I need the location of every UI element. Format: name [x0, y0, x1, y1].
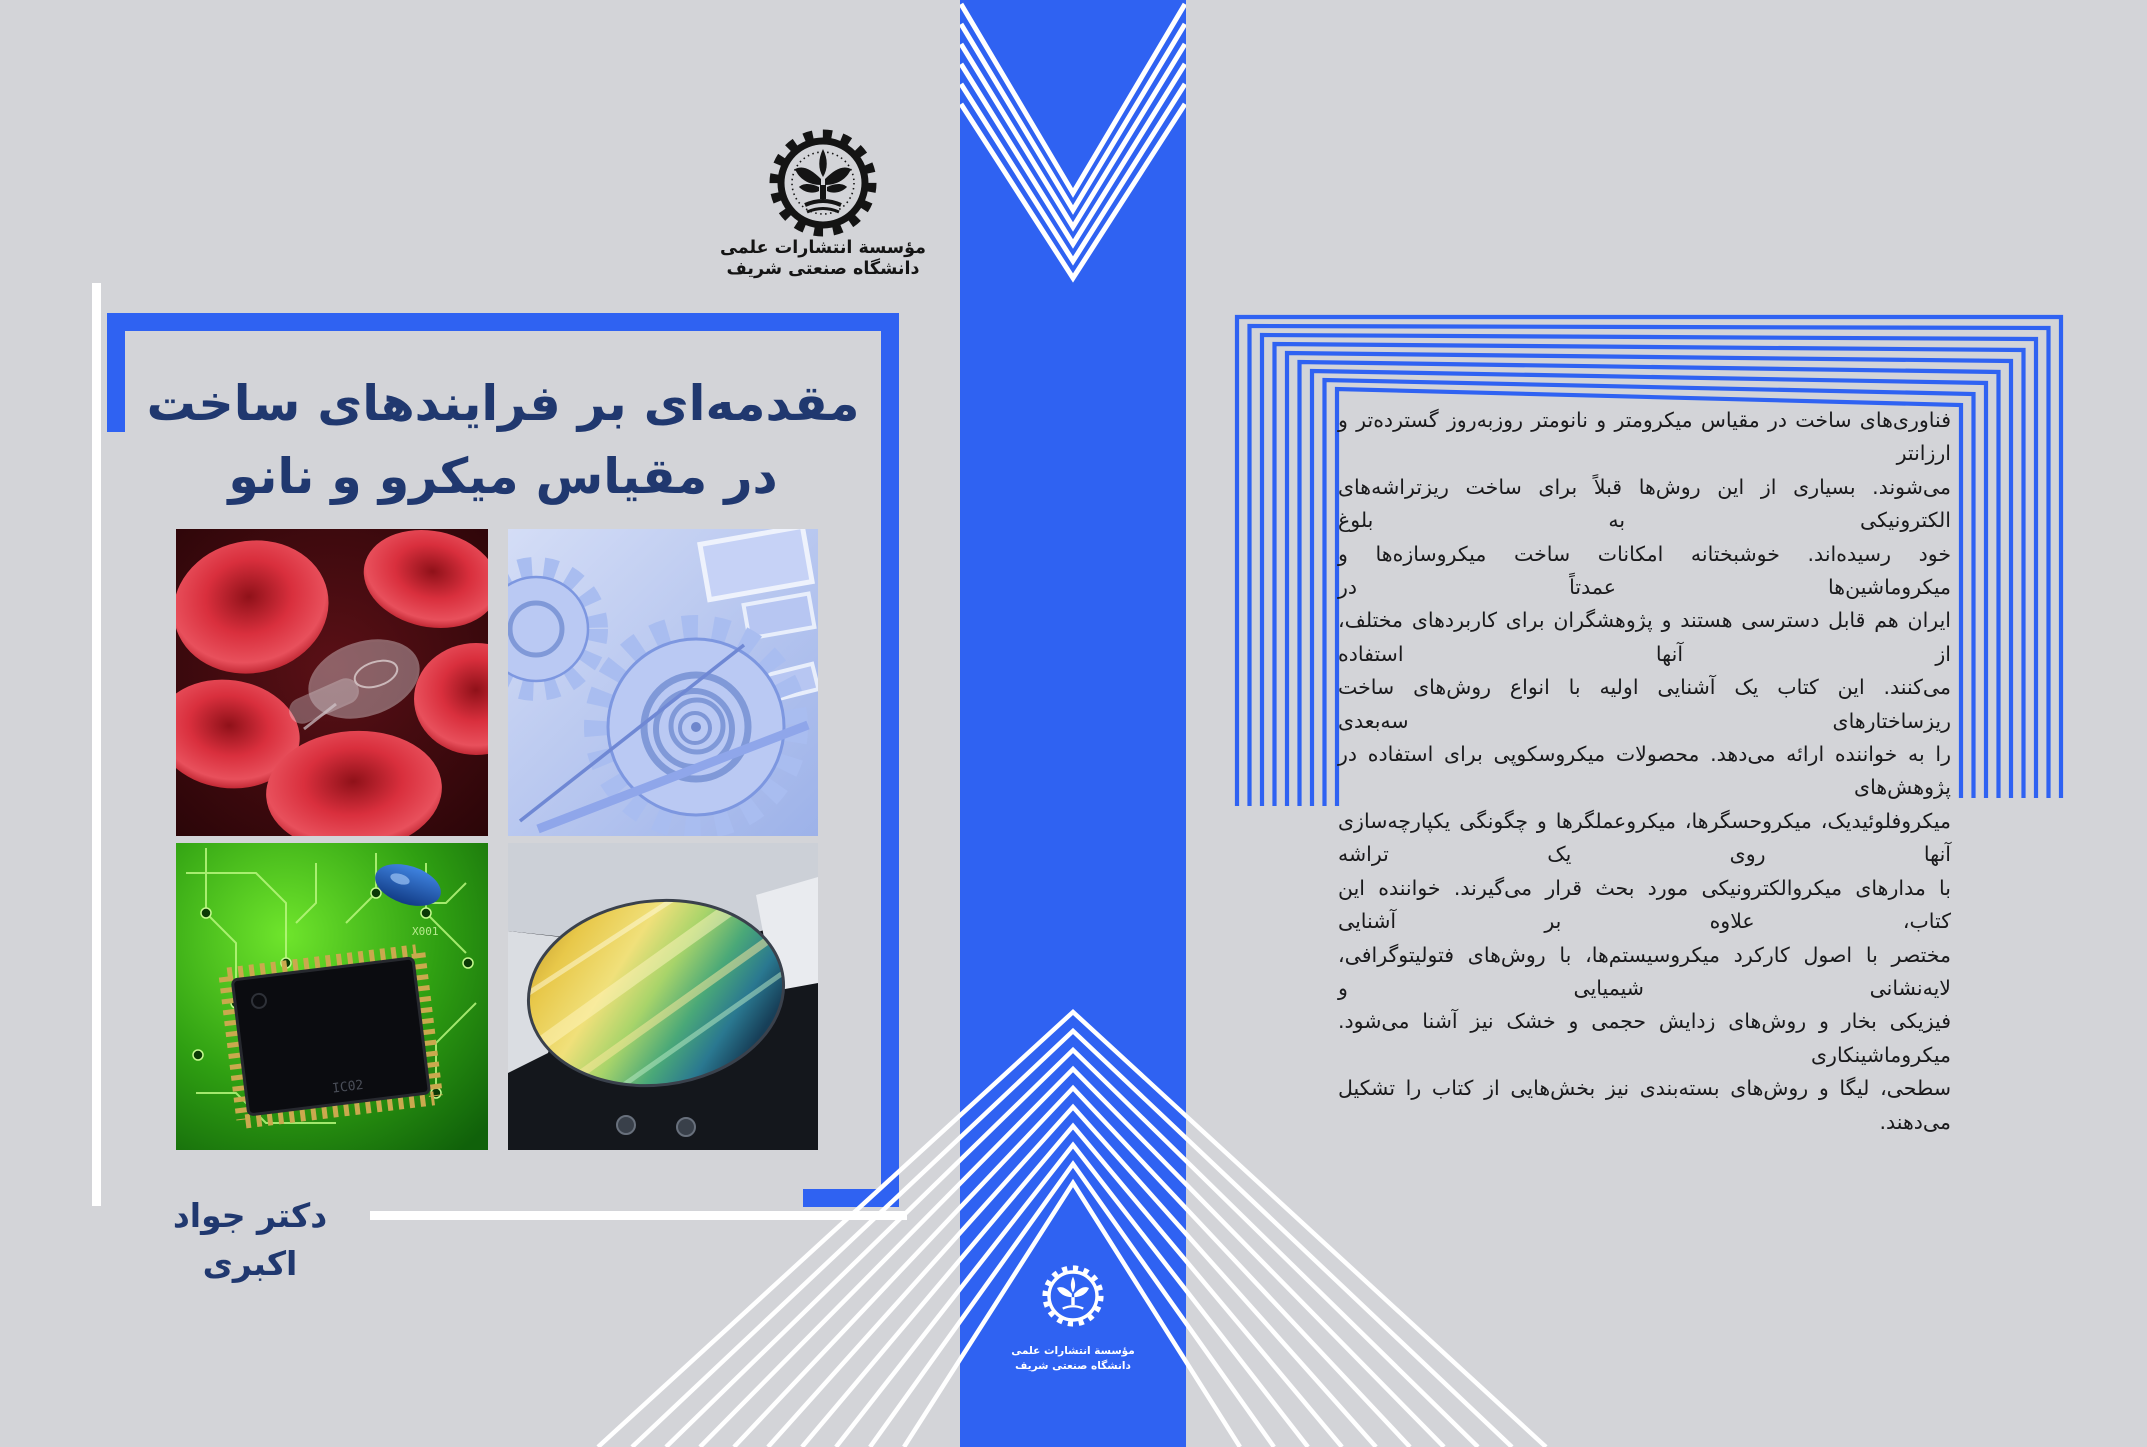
author-name: دکتر جواد اکبری	[172, 1196, 328, 1283]
spine-publisher-caption	[988, 1344, 1158, 1374]
blurb-line: مختصر با اصول کارکرد میکروسیستم‌ها، با روش‌های فتولیتوگرافی، لایه‌نشانی شیمیایی و	[1338, 942, 1951, 1000]
sharif-seal-icon	[767, 127, 879, 239]
frame-left-stub	[107, 313, 125, 432]
chip-label-ic02: IC02	[331, 1077, 365, 1097]
spine-caption-line2: دانشگاه صنعتی شریف	[1015, 1360, 1131, 1372]
spine-top-chevron	[960, 0, 1186, 300]
blurb-line: را به خواننده ارائه می‌دهد. محصولات میکروسکوپی برای استفاده در پژوهش‌های	[1338, 742, 1951, 800]
publisher-caption-line1: مؤسسة انتشارات علمی	[720, 238, 926, 258]
spine-caption-line1: مؤسسة انتشارات علمی	[1011, 1345, 1135, 1357]
blurb-line: خود رسیده‌اند. خوشبختانه امکانات ساخت میکروسازه‌ها و میکروماشین‌ها عمدتاً در	[1338, 541, 1951, 600]
blurb-line: با مدارهای میکروالکترونیکی مورد بحث قرار می‌گیرند. خواننده این کتاب، علاوه بر آشنایی	[1338, 875, 1951, 934]
blurb-line: می‌کنند. این کتاب یک آشنایی اولیه با انواع روش‌های ساخت ریزساختارهای سه‌بعدی	[1338, 675, 1951, 733]
spine-seal-icon	[1041, 1264, 1105, 1328]
micro-gears-photo	[508, 529, 818, 836]
blurb-line: ایران هم قابل دسترسی هستند و پژوهشگران برای کاربردهای مختلف، از آنها استفاده	[1338, 608, 1951, 666]
circuit-board-photo	[176, 843, 488, 1150]
blurb-line: فناوری‌های ساخت در مقیاس میکرومتر و نانومتر روزبه‌روز گسترده‌تر و ارزانتر	[1338, 408, 1951, 466]
shadow-line-vertical	[92, 283, 101, 1206]
blurb-line: می‌شوند. بسیاری از این روش‌ها قبلاً برای ساخت ریزتراشه‌های الکترونیکی به بلوغ	[1338, 474, 1951, 533]
book-title-line1: مقدمه‌ای بر فرایندهای ساخت	[146, 375, 860, 432]
red-blood-cells-photo	[176, 529, 488, 836]
publisher-caption-line2: دانشگاه صنعتی شریف	[726, 258, 920, 279]
back-cover-blurb	[1338, 404, 1951, 1139]
book-title-line2: در مقیاس میکرو و نانو	[228, 448, 778, 505]
blurb-line: فیزیکی بخار و روش‌های زدایش حجمی و خشک نیز آشنا می‌شود. میکروماشینکاری	[1338, 1009, 1951, 1067]
publisher-caption	[698, 238, 948, 279]
blurb-line: سطحی، لیگا و روش‌های بسته‌بندی نیز بخش‌هایی از کتاب را تشکیل می‌دهند.	[1338, 1076, 1951, 1134]
frame-top-bar	[107, 313, 899, 331]
book-title	[140, 367, 866, 513]
chip-label-x001: X001	[412, 925, 439, 938]
blurb-line: میکروفلوئیدیک، میکروحسگرها، میکروعملگرها و چگونگی یکپارچه‌سازی آنها روی یک تراشه	[1338, 808, 1951, 867]
qfp-chip	[226, 951, 437, 1122]
